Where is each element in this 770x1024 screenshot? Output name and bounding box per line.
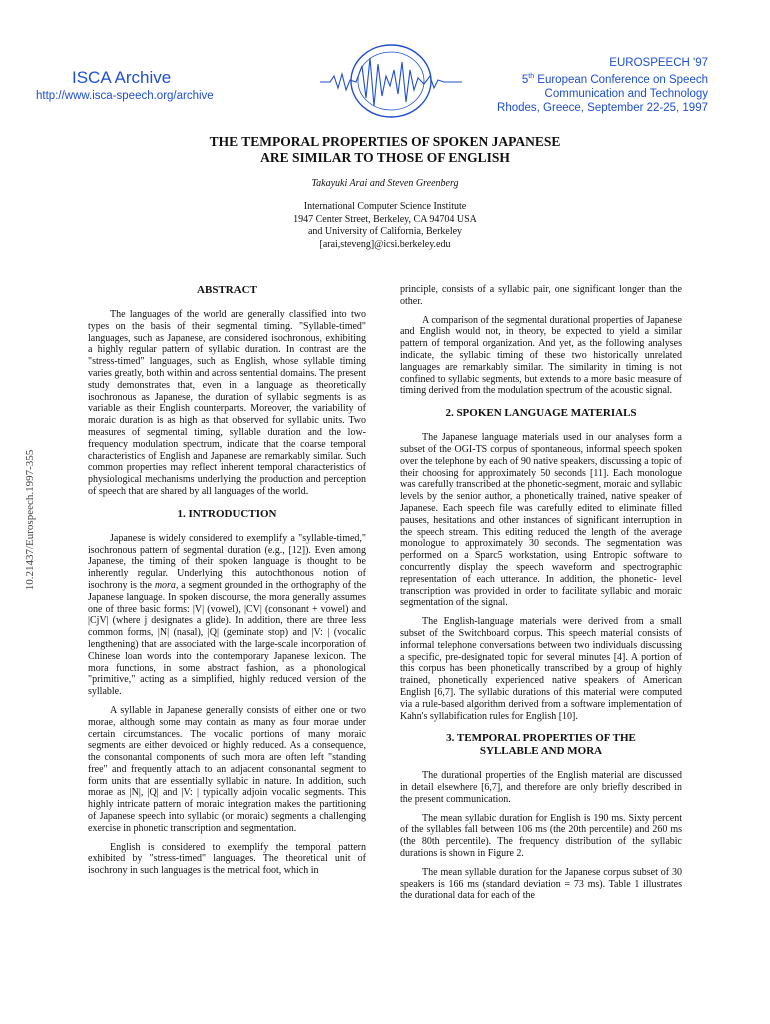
section-2-paragraph-2: The English-language materials were derived from a small subset of the Switchboard corpus. This speech material consists of informal telephone conversations between two individuals discussing a specific, pre-designated topic for several minutes [4]. A portion of this corpus has been phonetically transcribed by a group of highly trained, phonetically experienced native speakers of American English [6,7]. The syllabic durations of this material were computed via a rule-based algorithm derived from a software implementation of Kahn's syllabification rules for English [10]. [400, 616, 682, 722]
affiliation-line: 1947 Center Street, Berkeley, CA 94704 USA [293, 213, 477, 225]
introduction-heading: 1. INTRODUCTION [177, 507, 277, 520]
affiliation-line: and University of California, Berkeley [307, 226, 463, 237]
conference-info [497, 56, 708, 115]
section-2-heading: 2. SPOKEN LANGUAGE MATERIALS [445, 407, 637, 420]
right-column [400, 284, 682, 909]
intro-paragraph-3: English is considered to exemplify the temporal pattern exhibited by "stress-timed" languages. The theoretical unit of isochrony in such languages is the metrical foot, which in [88, 841, 366, 877]
abstract-text: The languages of the world are generally classified into two types on the basis of their segmental timing. "Syllable-timed" languages, such as Japanese, are considered isochronous, exhibiting a highly regular pattern of syllabic duration. In contrast are the "stress-timed" languages, such as English, whose syllable timing varies greatly, both within and across sentential domains. The present study demonstrates that, even in a language as theoretically isochronous as Japanese, the duration of syllabic segments is as variable as their English counterparts. Moreover, the variability of moraic duration is as high as that observed for syllabic units. Two measures of segmental timing, syllable duration and the low-frequency modulation spectrum, indicate that the coarse temporal characteristics of English and Japanese are remarkably similar. Such common properties may reflect inherent temporal characteristics of physiological mechanisms underlying the production and perception of speech that are shared by all languages of the world. [88, 309, 366, 497]
left-column [88, 284, 366, 884]
isca-logo-icon [316, 36, 466, 126]
conference-name: EUROSPEECH '97 [609, 57, 708, 69]
paper-title [0, 134, 770, 166]
intro-paragraph-1: Japanese is widely considered to exemplify a "syllable-timed," isochronous pattern of segmental duration (e.g., [12]). Even among Japanese, the timing of their spoken language is thought to be inherently regular. Underlying this autochthonous notion of isochrony is the mora, a segment grounded in the orthography of the Japanese language. In spoken discourse, the mora generally assumes one of three basic forms: |V| (vowel), |CV| (consonant + vowel) and |CjV| (where j designates a glide). In addition, there are three less common forms, |N| (nasal), |Q| (geminate stop) and |V: | (vocalic lengthening) that are associated with the large-scale incorporation of Chinese loan words into the contemporary Japanese lexicon. The mora functions, in some abstract fashion, as a phonological "primitive," acting as a simplified, highly reduced version of the syllable. [88, 532, 367, 698]
continued-paragraph: principle, consists of a syllabic pair, one significant longer than the other. [400, 284, 682, 307]
comparison-paragraph: A comparison of the segmental durational properties of Japanese and English would not, in theory, be expected to yield a similar pattern of temporal organization. And yet, as the following analyses indicate, the syllabic timing of these two historically unrelated languages are remarkably similar. The similarity in timing is not confined to syllabic segments, but extends to a more basic measure of timing derived from the modulation spectrum of the acoustic signal. [400, 314, 682, 397]
section-3-paragraph-2: The mean syllabic duration for English is 190 ms. Sixty percent of the syllables fall between 106 ms (the 20th percentile) and 260 ms (the 80th percentile). The frequency distribution of the syllabic durations is shown in Figure 2. [400, 812, 682, 860]
affiliation-line: International Computer Science Institute [303, 201, 467, 212]
abstract-heading: ABSTRACT [197, 284, 257, 296]
doi-side-label: 10.21437/Eurospeech.1997-355 [24, 449, 36, 591]
isca-archive-url[interactable]: http://www.isca-speech.org/archive [36, 90, 214, 102]
paper-affiliation [0, 201, 770, 251]
section-2-paragraph-1: The Japanese language materials used in our analyses form a subset of the OGI-TS corpus of spontaneous, informal speech spoken over the telephone by each of 90 native speakers, discussing a topic of their choosing for approximately 50 seconds [11]. Each monologue was carefully transcribed at the phonetic-segment, moraic and syllabic levels by the senior author, a phonetically trained, native speaker of Japanese. Each speech file was carefully edited to eliminate filled pauses, hesitations and other instances of significant interruption in the speech stream. This editing reduced the length of the average monologue to approximately 30 seconds. The segmentation was performed on a Sparc5 workstation, using Entropic software to concurrently display the speech waveform and spectrographic representation of each utterance. In addition, the phonetic- level transcription was provided in order to facilitate syllabic and moraic segmentation of the signal. [400, 432, 682, 609]
paper-title-line-2: ARE SIMILAR TO THOSE OF ENGLISH [260, 150, 510, 165]
affiliation-email: [arai,steveng]@icsi.berkeley.edu [319, 238, 451, 250]
paper-authors: Takayuki Arai and Steven Greenberg [311, 178, 459, 189]
section-3-paragraph-1: The durational properties of the English material are discussed in detail elsewhere [6,7], and therefore are only briefly described in the present communication. [400, 770, 682, 805]
paper-title-line-1: THE TEMPORAL PROPERTIES OF SPOKEN JAPANESE [209, 134, 561, 149]
intro-paragraph-2: A syllable in Japanese generally consists of either one or two morae, although some may contain as many as four morae under certain circumstances. The vocalic portions of many moraic segments are either devoiced or highly reduced. As a consequence, the consonantal components of such mora are often left "standing free" and frequently attach to an adjacent consonantal segment to form units that are essentially syllabic in nature. In addition, such morae as |N|, |Q| and |V: | typically adjoin vocalic segments. This highly intricate pattern of moraic integration makes the partitioning of Japanese speech into syllabic (or moraic) segments a challenging exercise in phonetic transcription and segmentation. [88, 704, 366, 834]
isca-archive-title: ISCA Archive [72, 68, 172, 87]
conference-subtitle: Communication and Technology [544, 87, 708, 100]
conference-location-date: Rhodes, Greece, September 22-25, 1997 [497, 101, 708, 114]
section-3-heading: 3. TEMPORAL PROPERTIES OF THE SYLLABLE AND MORA [446, 732, 636, 758]
section-3-paragraph-3: The mean syllable duration for the Japanese corpus subset of 30 speakers is 166 ms (standard deviation = 73 ms). Table 1 illustrates the durational data for each of the [400, 866, 682, 902]
conference-edition: 5th European Conference on Speech [521, 73, 708, 86]
